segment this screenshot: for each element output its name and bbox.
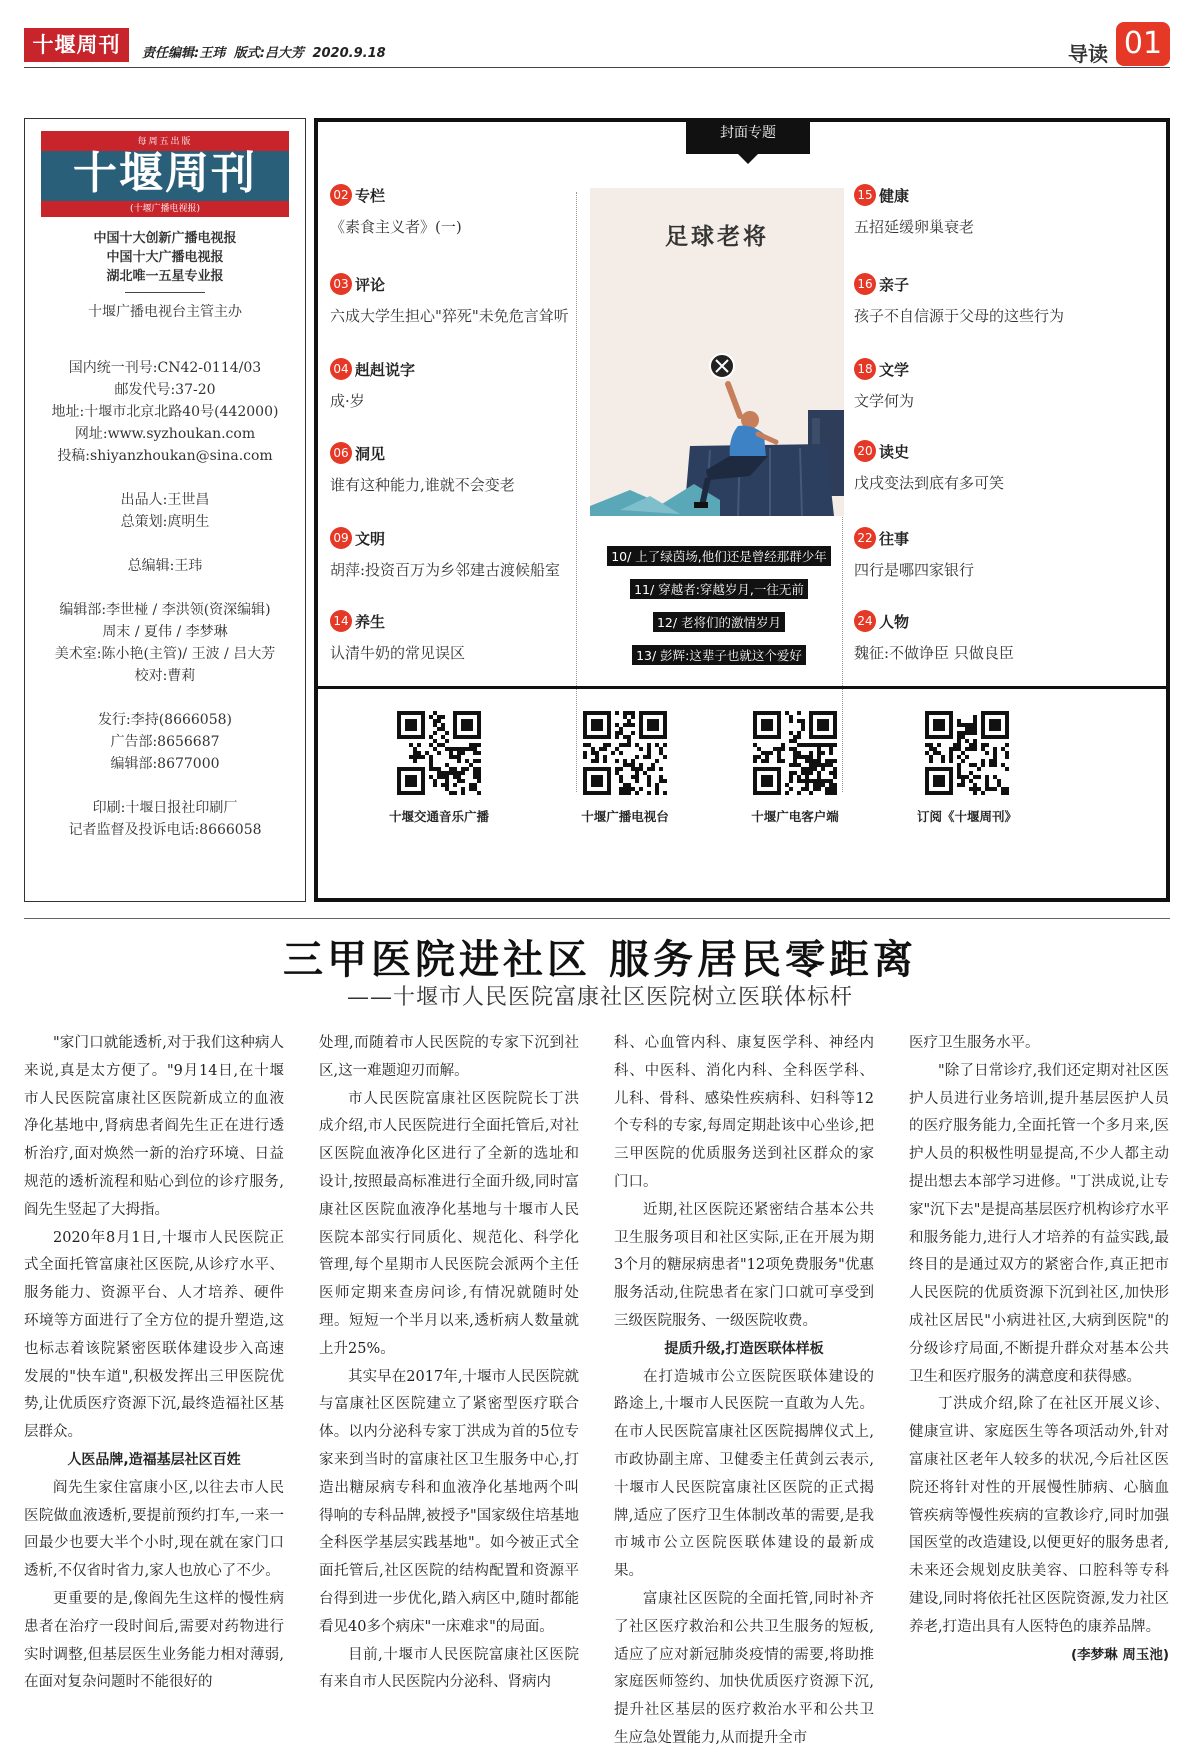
newspaper-logo: 十堰周刊 <box>24 28 129 62</box>
staff-line: 周末 / 夏伟 / 李梦琳 <box>102 624 228 640</box>
toc-section: 往事 <box>879 529 910 548</box>
toc-section: 文学 <box>879 360 910 379</box>
layout-credit: 版式:吕大芳 <box>233 46 304 61</box>
paragraph: 丁洪成介绍,除了在社区开展义诊、健康宣讲、家庭医生等各项活动外,针对富康社区老年人较多的状况,今后社区医院还将针对性的开展慢性肺病、心脑血管疾病等慢性疾病的宣教诊疗,同时加强国医堂的改造建设,以便更好的服务患者,未来还会规划皮肤美容、口腔科等专科建设,同时将依托社区医院资源,发力社区养老,打造出具有人医特色的康养品牌。 <box>909 1396 1169 1635</box>
logo-top-text: 每周五出版 <box>137 137 193 147</box>
producer-line: 总策划:庹明生 <box>120 514 210 530</box>
qr-code-icon <box>925 711 1009 795</box>
toc-item[interactable] <box>330 184 590 237</box>
qr-code-icon <box>583 711 667 795</box>
paragraph: 市人民医院富康社区医院院长丁洪成介绍,市人民医院进行全面托管后,对社区医院血液净化区进行了全新的选址和设计,按照最高标准进行全面升级,同时富康社区医院血液净化基地与十堰市人民医院本部实行同质化、规范化、科学化管理,每个星期市人民医院会派两个主任医师定期来查房问诊,有情况就随时处理。短短一个半月以来,透析病人数量就上升25%。 <box>319 1090 579 1357</box>
staff-line: 校对:曹莉 <box>134 668 196 684</box>
contact-line: 广告部:8656687 <box>110 734 220 750</box>
qr-code-icon <box>397 711 481 795</box>
qr-label: 订阅《十堰周刊》 <box>916 809 1017 824</box>
paragraph: 阎先生家住富康小区,以往去市人民医院做血液透析,要提前预约打车,一来一回最少也要大半个小时,现在就在家门口透析,不仅省时省力,家人也放心了不少。 <box>24 1479 284 1580</box>
toc-section: 读史 <box>879 442 910 461</box>
page-number-badge: 06 <box>330 442 352 464</box>
author-byline: (李梦琳 周玉池) <box>1070 1646 1169 1663</box>
page-number-badge: 24 <box>854 610 876 632</box>
toc-title: 认清牛奶的常见误区 <box>330 644 466 662</box>
toc-item[interactable] <box>330 527 590 580</box>
article-column <box>909 1030 1169 1669</box>
toc-title: 成·岁 <box>330 392 365 410</box>
toc-section: 文明 <box>355 529 386 548</box>
staff-line: 编辑部:李世椪 / 李洪领(资深编辑) <box>59 602 271 618</box>
paragraph: 医疗卫生服务水平。 <box>909 1035 1040 1051</box>
page-number-badge: 15 <box>854 184 876 206</box>
toc-tab: 封面专题 <box>686 118 810 154</box>
feature-item[interactable]: 10/ 上了绿茵场,他们还是曾经那群少年 <box>607 546 831 566</box>
toc-section: 专栏 <box>355 186 386 205</box>
toc-item[interactable] <box>854 610 1114 663</box>
page-number-badge: 02 <box>330 184 352 206</box>
qr-code-client-app[interactable] <box>710 711 880 825</box>
feature-item[interactable]: 13/ 彭辉:这辈子也就这个爱好 <box>632 645 806 665</box>
qr-label: 十堰交通音乐广播 <box>388 809 489 824</box>
producer-line: 出品人:王世昌 <box>120 492 210 508</box>
paragraph: 在打造城市公立医院医联体建设的路途上,十堰市人民医院一直敢为人先。在市人民医院富康社区医院揭牌仪式上,市政协副主席、卫健委主任黄剑云表示,十堰市人民医院富康社区医院的正式揭牌,适应了医疗卫生体制改革的需要,是我市城市公立医院医联体建设的最新成果。 <box>614 1368 874 1580</box>
article-subtitle: ——十堰市人民医院富康社区医院树立医联体标杆 <box>346 985 853 1010</box>
publication-line: 网址:www.syzhoukan.com <box>74 426 256 442</box>
toc-item[interactable] <box>854 527 1114 580</box>
toc-section: 洞见 <box>355 444 386 463</box>
masthead-info-box <box>24 118 306 902</box>
issue-date: 2020.9.18 <box>312 46 386 61</box>
paragraph: 更重要的是,像阎先生这样的慢性病患者在治疗一段时间后,需要对药物进行实时调整,但基层医生业务能力相对薄弱,在面对复杂问题时不能很好的 <box>24 1590 284 1691</box>
toc-section: 人物 <box>879 612 910 631</box>
sponsor-line: 十堰广播电视台主管主办 <box>88 304 242 320</box>
qr-code-tv-station[interactable] <box>540 711 710 825</box>
contact-line: 编辑部:8677000 <box>110 756 220 772</box>
page-number-badge: 14 <box>330 610 352 632</box>
page-number-badge: 09 <box>330 527 352 549</box>
page-number-badge: 22 <box>854 527 876 549</box>
chief-editor-line: 总编辑:王玮 <box>127 558 203 574</box>
editor-credit: 责任编辑:王玮 <box>142 46 226 61</box>
toc-title: 戊戌变法到底有多可笑 <box>854 474 1005 492</box>
page-number-badge: 16 <box>854 273 876 295</box>
staff-line: 美术室:陈小艳(主管)/ 王波 / 吕大芳 <box>54 646 276 662</box>
slogans <box>25 229 305 286</box>
toc-item[interactable] <box>330 442 590 495</box>
paragraph: 其实早在2017年,十堰市人民医院就与富康社区医院建立了紧密型医疗联合体。以内分泌科专家丁洪成为首的5位专家来到当时的富康社区卫生服务中心,打造出糖尿病专科和血液净化基地两个叫得响的专科品牌,被授予"国家级住培基地全科医学基层实践基地"。如今被正式全面托管后,社区医院的结构配置和资源平台得到进一步优化,踏入病区中,随时都能看见40多个病床"一床难求"的局面。 <box>319 1368 579 1635</box>
article-column <box>614 1030 874 1753</box>
toc-section: 亲子 <box>879 275 910 294</box>
toc-section: 评论 <box>355 275 386 294</box>
divider <box>125 292 205 293</box>
slogan-line: 中国十大广播电视报 <box>106 250 224 265</box>
paragraph: 处理,而随着市人民医院的专家下沉到社区,这一难题迎刃而解。 <box>319 1035 579 1079</box>
qr-code-row <box>318 686 1166 886</box>
article-column <box>24 1030 284 1697</box>
cover-title: 足球老将 <box>665 223 769 250</box>
qr-label: 十堰广播电视台 <box>581 809 669 824</box>
article-title: 三甲医院进社区 服务居民零距离 <box>283 936 917 983</box>
toc-item[interactable] <box>330 273 590 326</box>
toc-section: 健康 <box>879 186 910 205</box>
toc-section: 赳赳说字 <box>355 360 416 379</box>
toc-item[interactable] <box>854 273 1114 326</box>
toc-title: 孩子不自信源于父母的这些行为 <box>854 307 1065 325</box>
toc-title: 胡萍:投资百万为乡邻建古渡候船室 <box>330 561 561 579</box>
page-number-badge: 18 <box>854 358 876 380</box>
toc-title: 《素食主义者》(一) <box>330 218 462 236</box>
paragraph: 2020年8月1日,十堰市人民医院正式全面托管富康社区医院,从诊疗水平、服务能力、资源平台、人才培养、硬件环境等方面进行了全方位的提升塑造,这也标志着该院紧密医联体建设步入高速发展的"快车道",积极发挥出三甲医院优势,让优质医疗资源下沉,最终造福社区基层群众。 <box>24 1229 284 1441</box>
paragraph: "家门口就能透析,对于我们这种病人来说,真是太方便了。"9月14日,在十堰市人民医院富康社区医院新成立的血液净化基地中,肾病患者阎先生正在进行透析治疗,面对焕然一新的治疗环境、日益规范的透析流程和贴心到位的诊疗服务,阎先生竖起了大拇指。 <box>24 1035 284 1218</box>
subheading: 提质升级,打造医联体样板 <box>664 1340 824 1357</box>
feature-item[interactable]: 12/ 老将们的激情岁月 <box>653 612 785 632</box>
publication-line: 投稿:shiyanzhoukan@sina.com <box>57 448 273 464</box>
table-of-contents <box>314 118 1170 902</box>
toc-item[interactable] <box>854 184 1114 237</box>
header-meta <box>142 42 390 61</box>
paragraph: 富康社区医院的全面托管,同时补齐了社区医疗救治和公共卫生服务的短板,适应了应对新冠肺炎疫情的需要,将助推家庭医师签约、加快优质医疗资源下沉,提升社区基层的医疗救治水平和公共卫生应急处置能力,从而提升全市 <box>614 1590 874 1746</box>
page-number: 01 <box>1116 22 1170 66</box>
section-label: 导读 <box>1068 42 1108 66</box>
publication-line: 地址:十堰市北京北路40号(442000) <box>51 404 279 420</box>
qr-code-traffic-radio[interactable] <box>354 711 524 825</box>
toc-title: 四行是哪四家银行 <box>854 561 975 579</box>
page-number-badge: 04 <box>330 358 352 380</box>
article-column <box>319 1030 579 1697</box>
toc-title: 六成大学生担心"猝死"未免危言耸听 <box>330 307 569 325</box>
toc-item[interactable] <box>854 358 1114 411</box>
print-line: 印刷:十堰日报社印刷厂 <box>92 800 238 816</box>
cover-illustration <box>590 188 844 516</box>
slogan-line: 湖北唯一五星专业报 <box>106 269 224 284</box>
page-number-badge: 20 <box>854 440 876 462</box>
paragraph: 目前,十堰市人民医院富康社区医院有来自市人民医院内分泌科、肾病内 <box>319 1646 579 1691</box>
toc-section: 养生 <box>355 612 386 631</box>
logo-main-text: 十堰周刊 <box>73 148 257 199</box>
toc-title: 五招延缓卵巢衰老 <box>854 218 975 236</box>
qr-code-icon <box>753 711 837 795</box>
publication-line: 邮发代号:37-20 <box>114 382 216 398</box>
toc-item[interactable] <box>854 440 1114 493</box>
soccer-veteran-illustration <box>590 188 844 516</box>
qr-code-subscribe[interactable] <box>882 711 1052 825</box>
page-number-badge: 03 <box>330 273 352 295</box>
toc-title: 文学何为 <box>854 392 915 410</box>
paragraph: 科、心血管内科、康复医学科、神经内科、中医科、消化内科、全科医学科、儿科、骨科、感染性疾病科、妇科等12个专科的专家,每周定期赴该中心坐诊,把三甲医院的优质服务送到社区群众的家门口。 <box>614 1035 874 1190</box>
paragraph: "除了日常诊疗,我们还定期对社区医护人员进行业务培训,提升基层医护人员的医疗服务能力,全面托管一个多月来,医护人员的积极性明显提高,不少人都主动提出想去本部学习进修。"丁洪成说,让专家"沉下去"是提高基层医疗机构诊疗水平和服务能力,进行人才培养的有益实践,最终目的是通过双方的紧密合作,真正把市人民医院的优质资源下沉到社区,加快形成社区居民"小病进社区,大病到医院"的分级诊疗局面,不断提升群众对基本公共卫生和医疗服务的满意度和获得感。 <box>909 1062 1169 1385</box>
logo-sub-text: (十堰广播电视报) <box>129 204 201 214</box>
qr-label: 十堰广电客户端 <box>751 809 839 824</box>
toc-item[interactable] <box>330 358 590 411</box>
toc-title: 魏征:不做诤臣 只做良臣 <box>854 644 1014 662</box>
contact-line: 发行:李持(8666058) <box>98 712 232 728</box>
masthead-logo <box>41 131 289 217</box>
toc-item[interactable] <box>330 610 590 663</box>
feature-item[interactable]: 11/ 穿越者:穿越岁月,一往无前 <box>630 579 808 599</box>
publication-line: 国内统一刊号:CN42-0114/03 <box>68 360 262 376</box>
print-line: 记者监督及投诉电话:8666058 <box>68 822 262 838</box>
cover-feature-list <box>584 546 854 678</box>
toc-title: 谁有这种能力,谁就不会变老 <box>330 476 515 494</box>
slogan-line: 中国十大创新广播电视报 <box>93 231 237 246</box>
divider <box>24 918 1170 919</box>
page-header <box>24 22 1170 68</box>
subheading: 人医品牌,造福基层社区百姓 <box>67 1451 241 1468</box>
paragraph: 近期,社区医院还紧密结合基本公共卫生服务项目和社区实际,正在开展为期3个月的糖尿病患者"12项免费服务"优惠服务活动,住院患者在家门口就可享受到三级医院服务、一级医院收费。 <box>614 1201 874 1329</box>
